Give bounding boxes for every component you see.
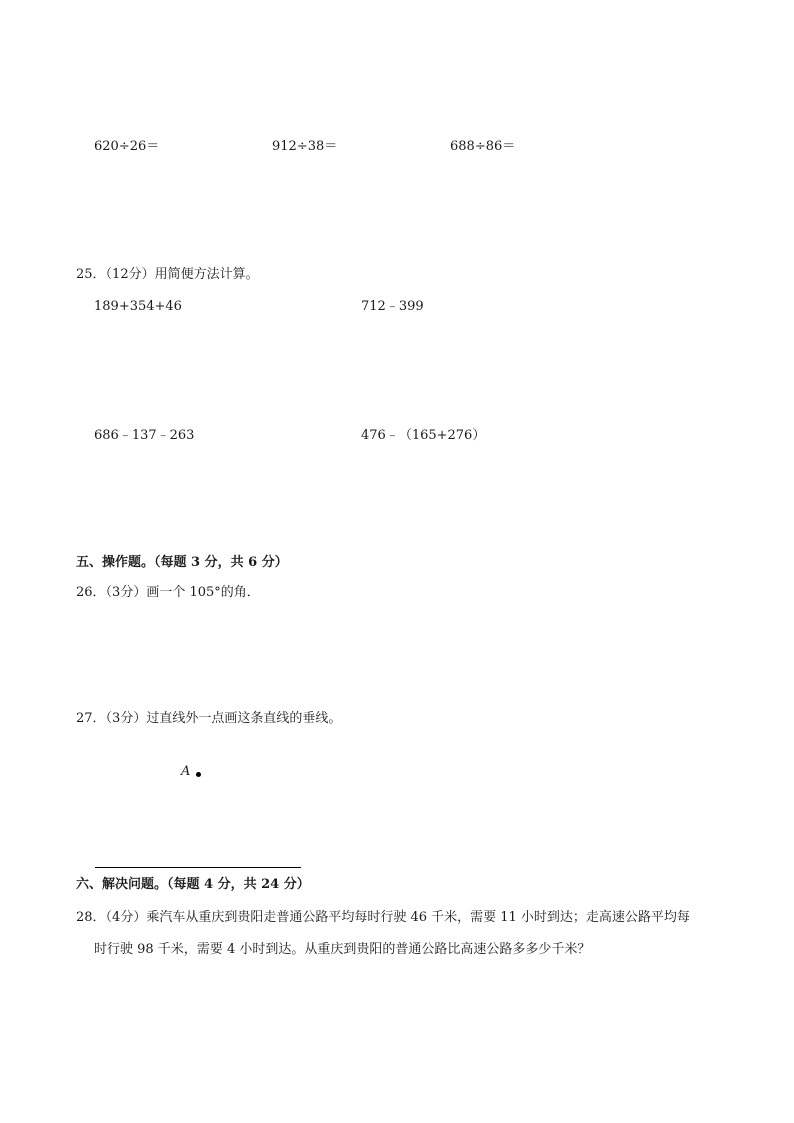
q27-text: 27．（3分）过直线外一点画这条直线的垂线。 <box>76 711 342 726</box>
division-item-2: 912÷38＝ <box>272 139 338 154</box>
q28-line-2: 时行驶 98 千米，需要 4 小时到达。从重庆到贵阳的普通公路比高速公路多多少千米？ <box>94 942 591 957</box>
division-item-1: 620÷26＝ <box>94 139 160 154</box>
point-a-marker <box>196 772 201 777</box>
q25-item-1: 189+354+46 <box>94 299 182 314</box>
section6-heading: 六、解决问题。（每题 4 分，共 24 分） <box>76 877 310 892</box>
q26-text: 26．（3分）画一个 105°的角． <box>76 585 260 600</box>
given-line <box>95 867 301 868</box>
q28-line-1: 28．（4分）乘汽车从重庆到贵阳走普通公路平均每时行驶 46 千米，需要 11 小时到达；走高速公路平均每 <box>76 910 690 925</box>
division-item-3: 688÷86＝ <box>450 139 516 154</box>
q25-heading: 25．（12分）用简便方法计算。 <box>76 267 259 282</box>
point-a-label: A <box>181 764 191 779</box>
q25-item-2: 712﹣399 <box>361 299 424 314</box>
q25-item-3: 686﹣137﹣263 <box>94 428 195 443</box>
q25-item-4: 476﹣（165+276） <box>361 428 486 443</box>
section5-heading: 五、操作题。（每题 3 分，共 6 分） <box>76 555 288 570</box>
